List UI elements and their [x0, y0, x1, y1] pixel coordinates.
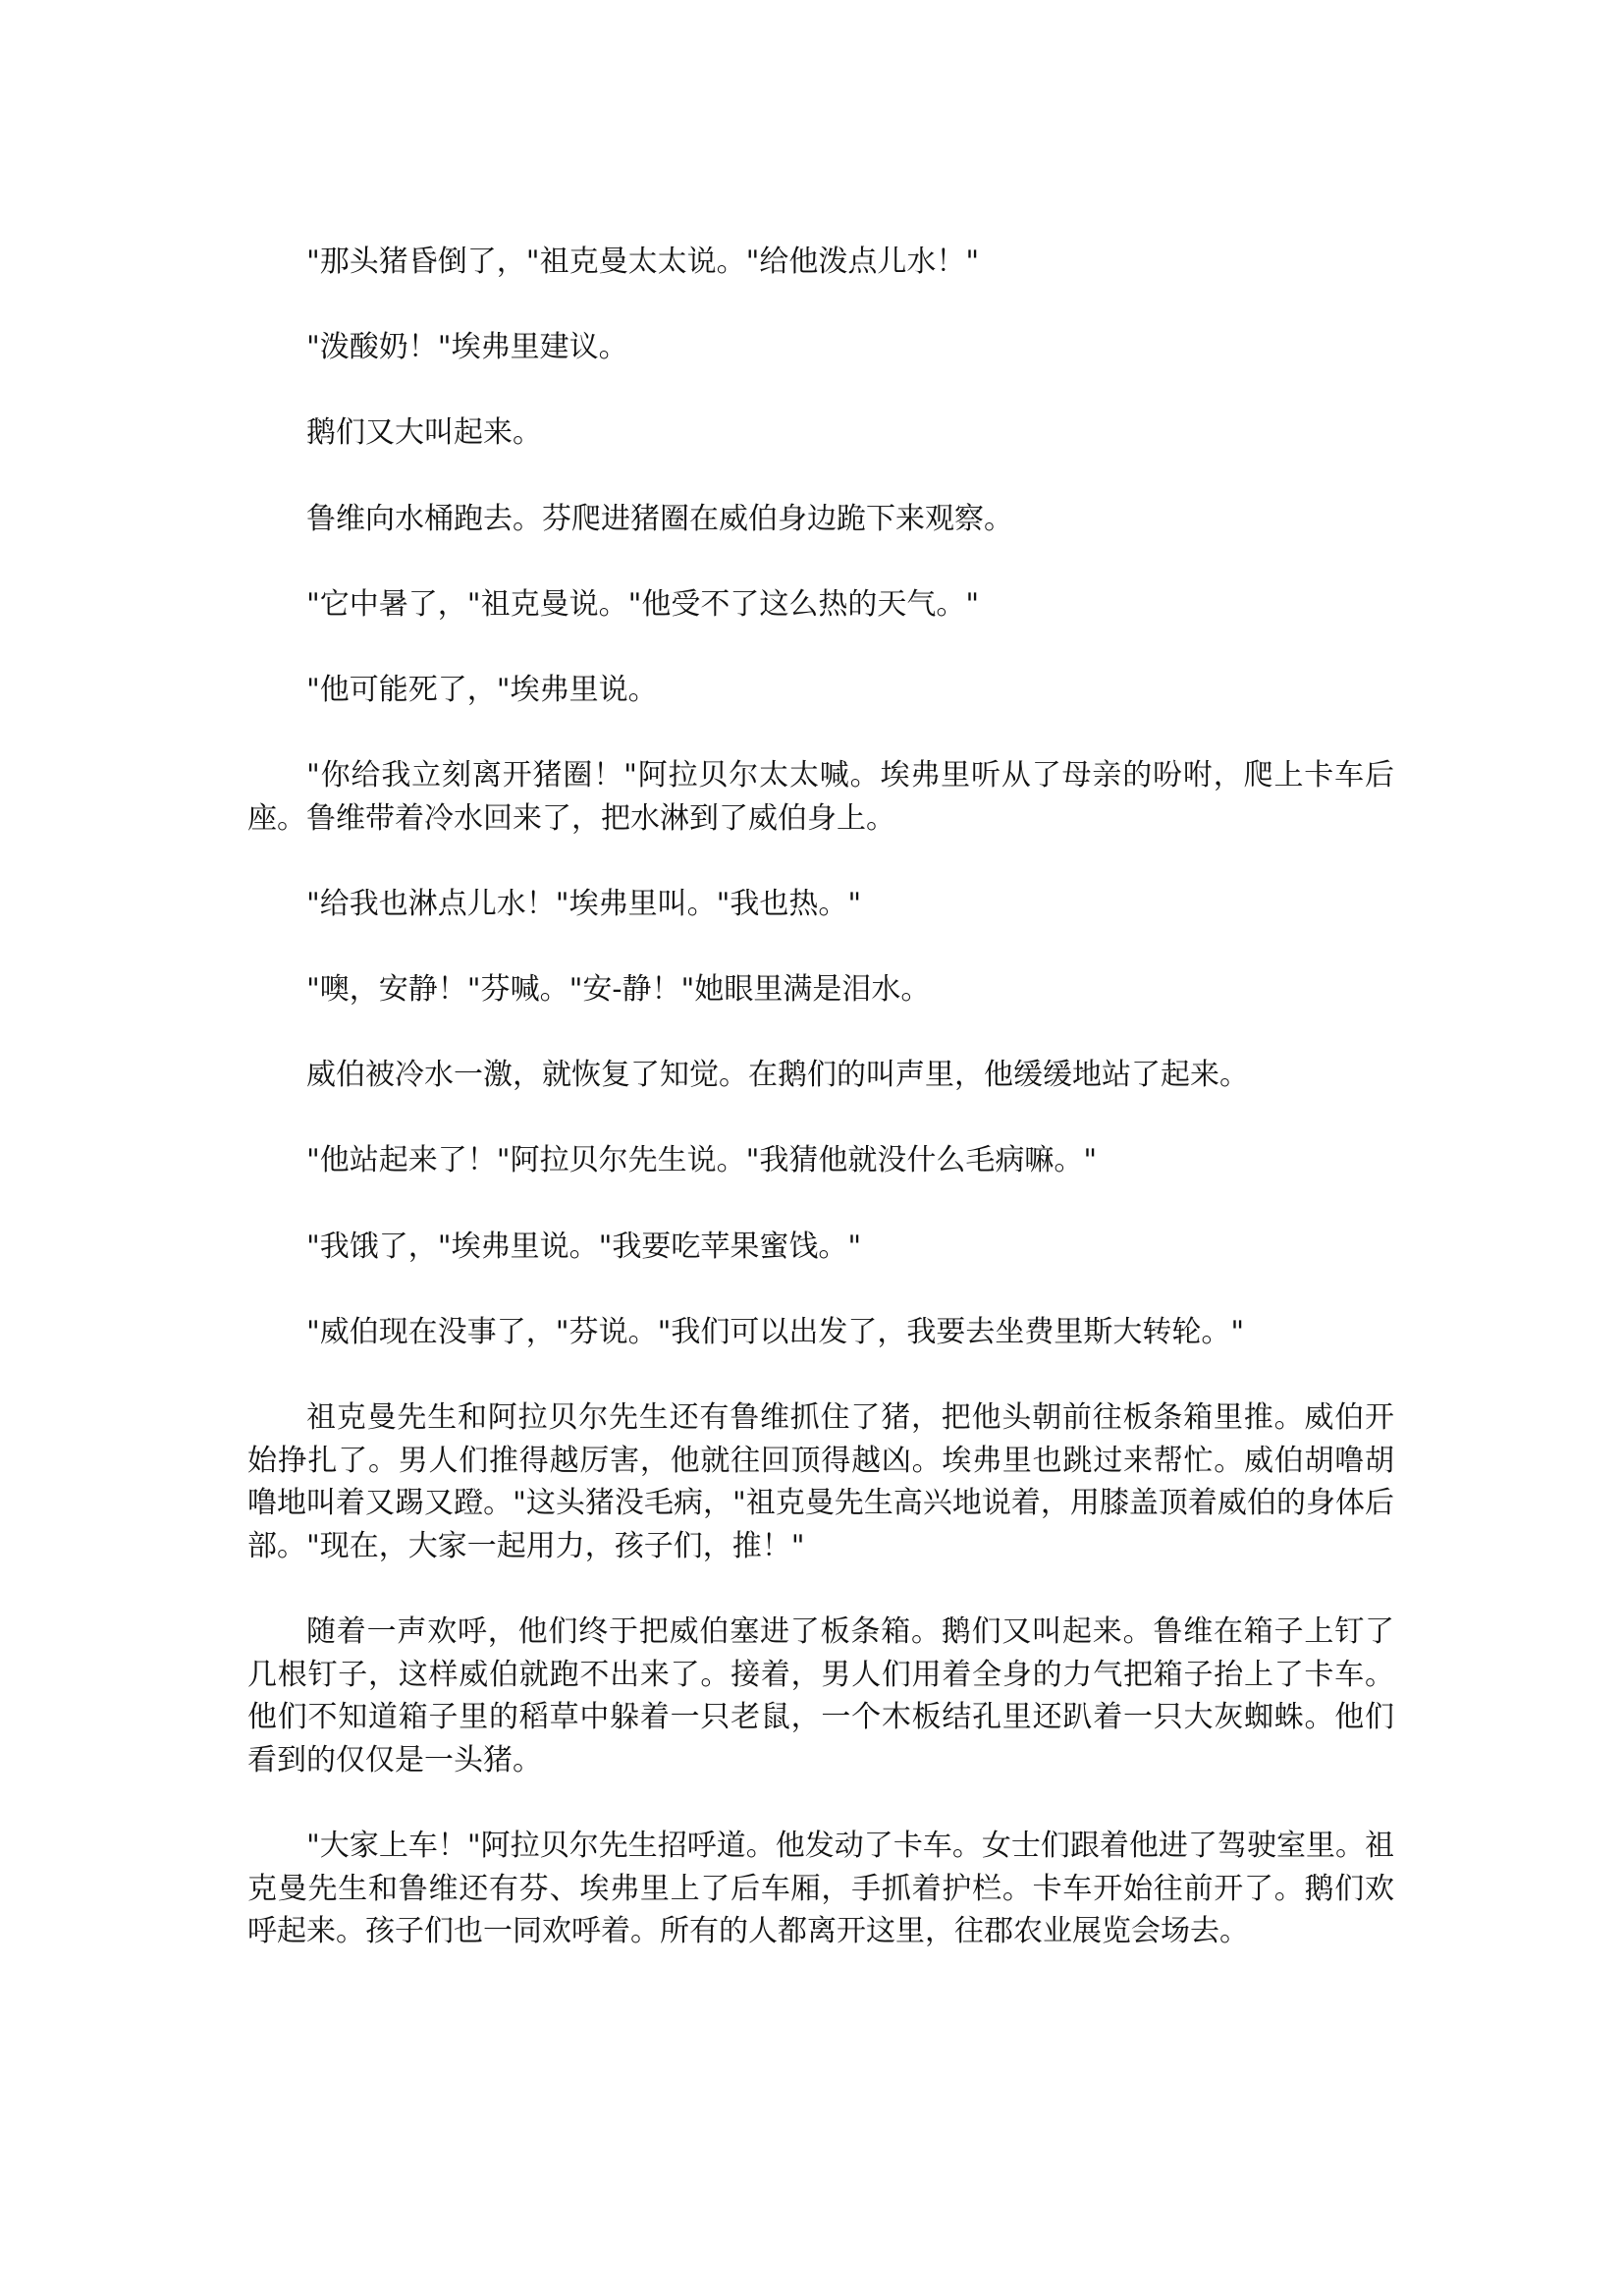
paragraph: "你给我立刻离开猪圈！"阿拉贝尔太太喊。埃弗里听从了母亲的吩咐，爬上卡车后座。鲁维带着冷水回来了，把水淋到了威伯身上。: [247, 758, 1394, 836]
paragraph: "大家上车！"阿拉贝尔先生招呼道。他发动了卡车。女士们跟着他进了驾驶室里。祖克曼先生和鲁维还有芬、埃弗里上了后车厢，手抓着护栏。卡车开始往前开了。鹅们欢呼起来。孩子们也一同欢呼着。所有的人都离开这里，往郡农业展览会场去。: [247, 1828, 1394, 1949]
paragraph: "他可能死了，"埃弗里说。: [306, 672, 658, 707]
paragraph: 威伯被冷水一激，就恢复了知觉。在鹅们的叫声里，他缓缓地站了起来。: [306, 1058, 1249, 1093]
paragraph: "他站起来了！"阿拉贝尔先生说。"我猜他就没什么毛病嘛。": [306, 1143, 1098, 1178]
paragraph: 随着一声欢呼，他们终于把威伯塞进了板条箱。鹅们又叫起来。鲁维在箱子上钉了几根钉子，这样威伯就跑不出来了。接着，男人们用着全身的力气把箱子抬上了卡车。他们不知道箱子里的稻草中躲着一只老鼠，一个木板结孔里还趴着一只大灰蜘蛛。他们看到的仅仅是一头猪。: [247, 1614, 1394, 1777]
paragraph: "那头猪昏倒了，"祖克曼太太说。"给他泼点儿水！": [306, 245, 980, 279]
paragraph: 祖克曼先生和阿拉贝尔先生还有鲁维抓住了猪，把他头朝前往板条箱里推。威伯开始挣扎了。男人们推得越厉害，他就往回顶得越凶。埃弗里也跳过来帮忙。威伯胡噜胡噜地叫着又踢又蹬。"这头猪没毛病，"祖克曼先生高兴地说着，用膝盖顶着威伯的身体后部。"现在，大家一起用力，孩子们，推！": [247, 1400, 1394, 1563]
paragraph: "泼酸奶！"埃弗里建议。: [306, 330, 628, 365]
paragraph: "噢，安静！"芬喊。"安-静！"她眼里满是泪水。: [306, 972, 931, 1008]
document-page: [247, 241, 1394, 1995]
paragraph: "给我也淋点儿水！"埃弗里叫。"我也热。": [306, 886, 862, 921]
paragraph: 鹅们又大叫起来。: [306, 415, 542, 451]
paragraph: "威伯现在没事了，"芬说。"我们可以出发了，我要去坐费里斯大转轮。": [306, 1314, 1245, 1349]
paragraph: "我饿了，"埃弗里说。"我要吃苹果蜜饯。": [306, 1229, 862, 1264]
paragraph: "它中暑了，"祖克曼说。"他受不了这么热的天气。": [306, 586, 980, 622]
paragraph: 鲁维向水桶跑去。芬爬进猪圈在威伯身边跪下来观察。: [306, 501, 1013, 536]
